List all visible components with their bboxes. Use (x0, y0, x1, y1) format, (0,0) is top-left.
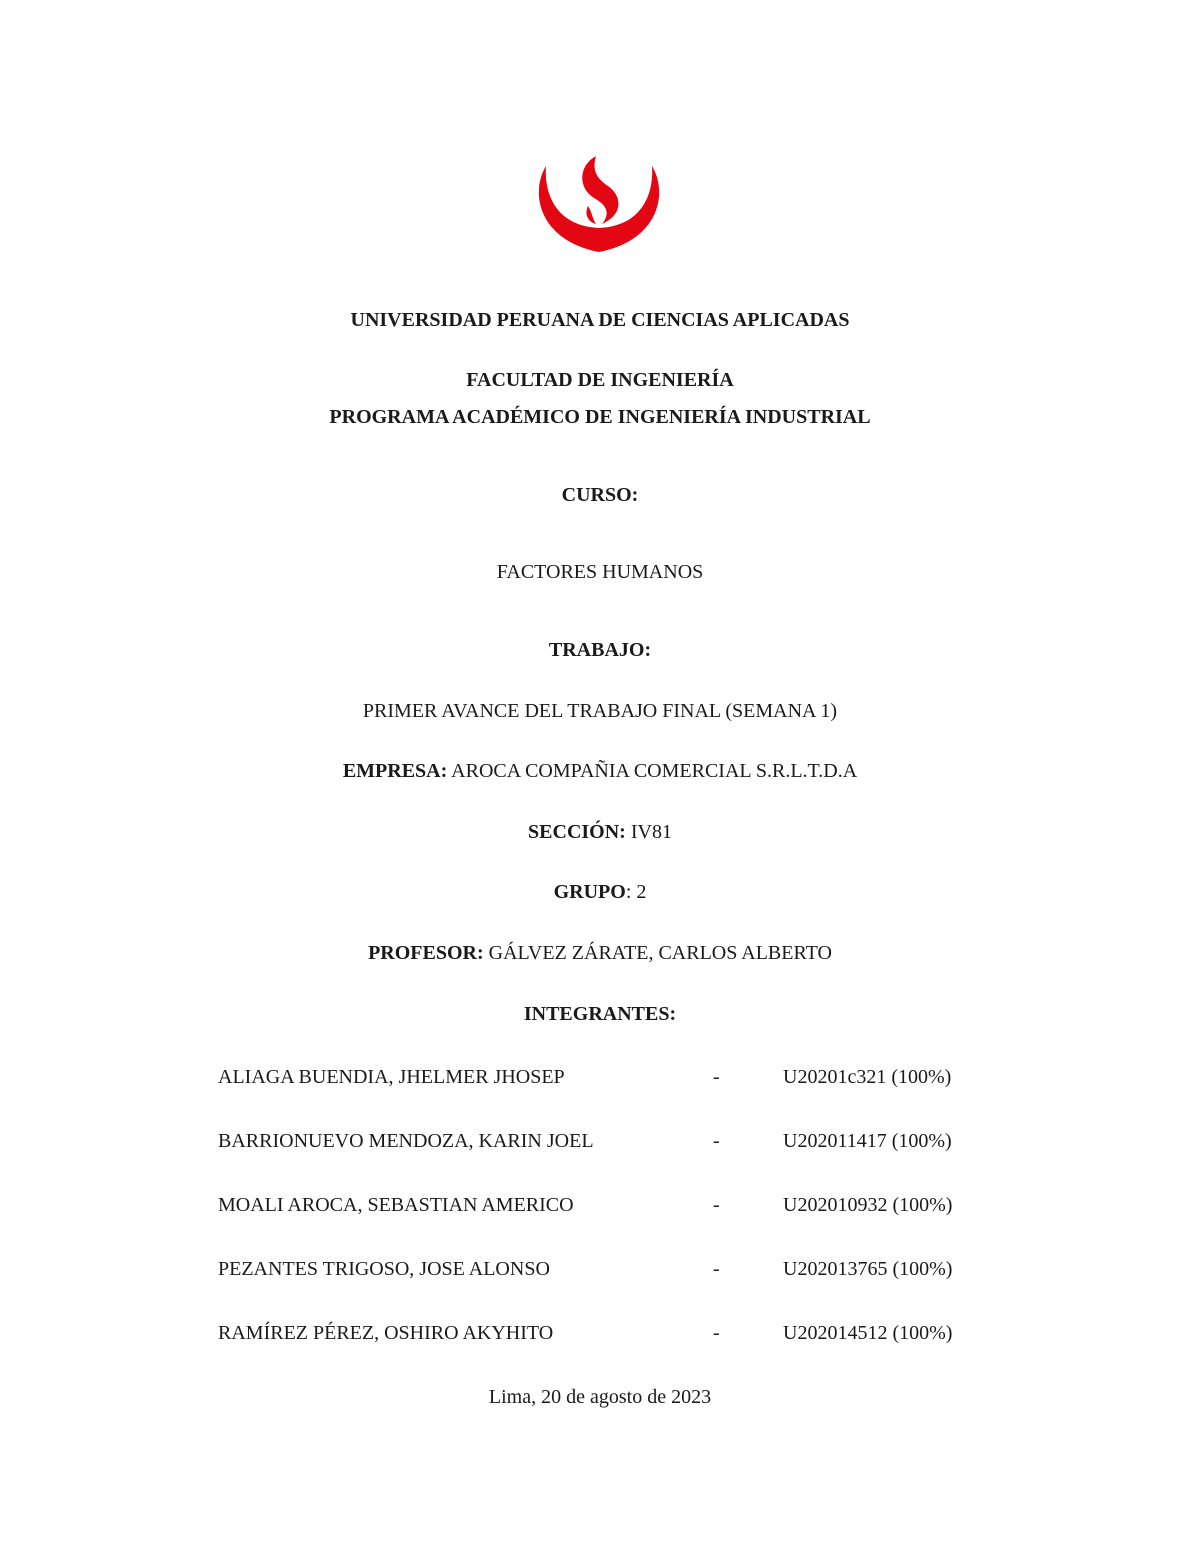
group-line (0, 880, 1200, 904)
professor-line (0, 941, 1200, 965)
faculty-name: FACULTAD DE INGENIERÍA (466, 369, 734, 391)
member-row (0, 1256, 1200, 1282)
section-value: IV81 (625, 821, 672, 843)
member-row (0, 1192, 1200, 1218)
program-name: PROGRAMA ACADÉMICO DE INGENIERÍA INDUSTRIAL (329, 406, 871, 428)
section-label: SECCIÓN: (528, 821, 626, 843)
course-value: FACTORES HUMANOS (496, 561, 704, 583)
place-date: Lima, 20 de agosto de 2023 (488, 1386, 712, 1408)
member-name: MOALI AROCA, SEBASTIAN AMERICO (218, 1194, 574, 1216)
company-value: AROCA COMPAÑIA COMERCIAL S.R.L.T.D.A (447, 760, 858, 782)
section-line (0, 820, 1200, 844)
group-label: GRUPO (553, 881, 626, 903)
professor-label: PROFESOR: (368, 942, 484, 964)
member-code: U202011417 (100%) (783, 1130, 952, 1152)
member-name: ALIAGA BUENDIA, JHELMER JHOSEP (218, 1066, 565, 1088)
member-separator: - (713, 1194, 720, 1216)
university-name: UNIVERSIDAD PERUANA DE CIENCIAS APLICADAS (350, 309, 850, 331)
member-name: BARRIONUEVO MENDOZA, KARIN JOEL (218, 1130, 594, 1152)
professor-value: GÁLVEZ ZÁRATE, CARLOS ALBERTO (483, 942, 832, 964)
member-code: U20201c321 (100%) (783, 1066, 952, 1088)
member-separator: - (713, 1322, 720, 1344)
member-code: U202010932 (100%) (783, 1194, 953, 1216)
university-logo-icon (530, 152, 668, 256)
work-value: PRIMER AVANCE DEL TRABAJO FINAL (SEMANA 1) (362, 700, 838, 722)
work-label: TRABAJO: (548, 639, 652, 661)
member-row (0, 1128, 1200, 1154)
member-separator: - (713, 1258, 720, 1280)
member-separator: - (713, 1066, 720, 1088)
course-label: CURSO: (561, 484, 639, 506)
company-label: EMPRESA: (342, 760, 448, 782)
member-name: PEZANTES TRIGOSO, JOSE ALONSO (218, 1258, 550, 1280)
member-code: U202014512 (100%) (783, 1322, 953, 1344)
member-row (0, 1320, 1200, 1346)
member-separator: - (713, 1130, 720, 1152)
member-code: U202013765 (100%) (783, 1258, 953, 1280)
company-line (0, 759, 1200, 783)
member-row (0, 1064, 1200, 1090)
member-name: RAMÍREZ PÉREZ, OSHIRO AKYHITO (218, 1322, 554, 1344)
members-heading: INTEGRANTES: (523, 1003, 677, 1025)
group-value: : 2 (625, 881, 647, 903)
